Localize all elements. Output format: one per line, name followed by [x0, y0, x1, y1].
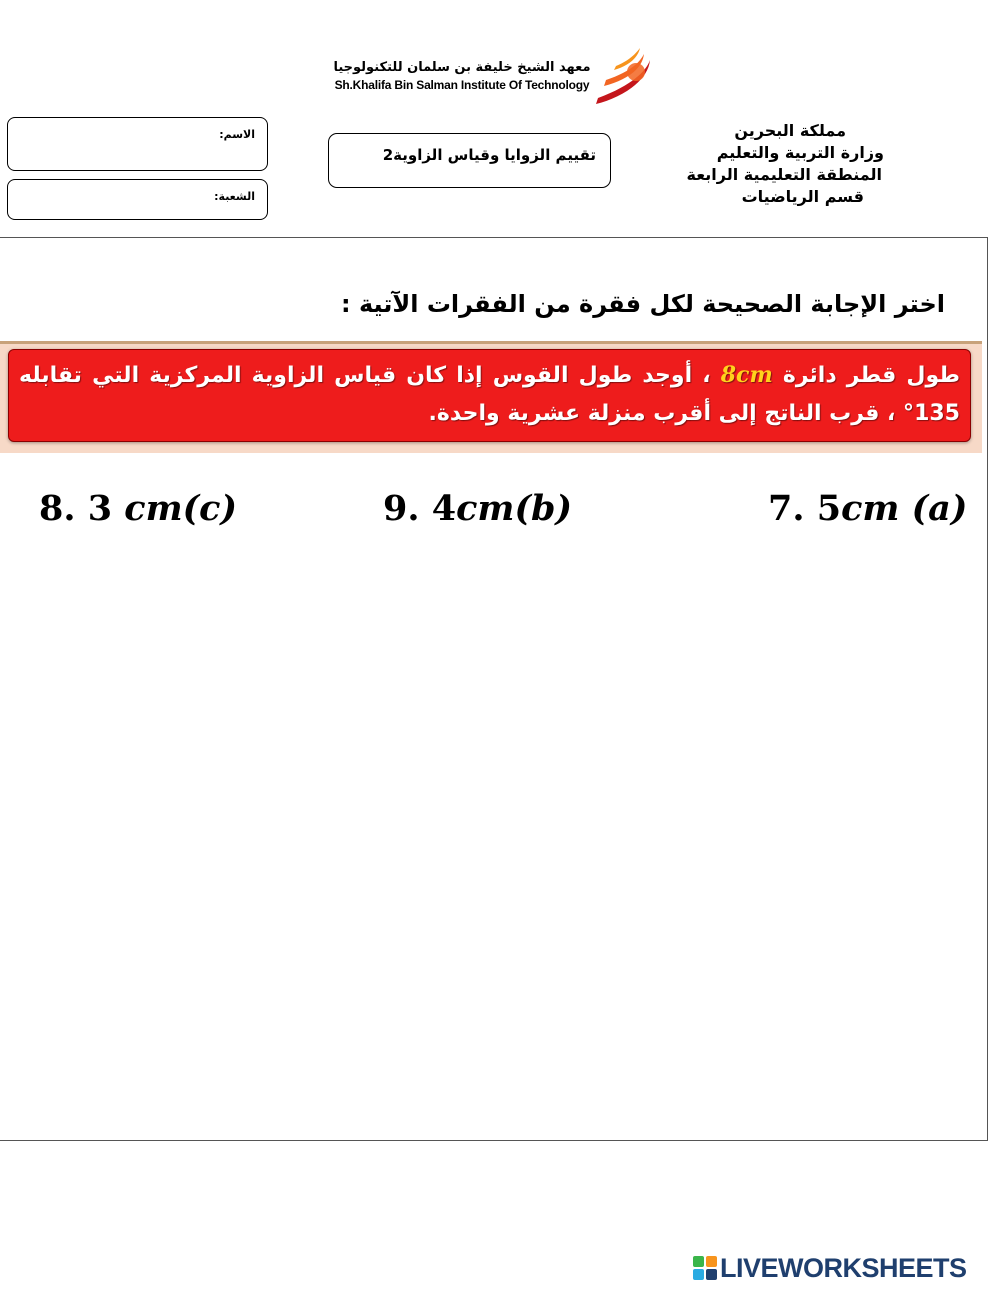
option-a[interactable]	[768, 488, 967, 529]
question-text-part2: ، أوجد طول القوس إذا كان قياس الزاوية المركزية التي تقابله 135° ، قرب الناتج إلى أقرب منزلة عشرية واحدة.	[19, 363, 960, 426]
section-label: الشعبة:	[214, 190, 255, 203]
option-c-unit: cm	[124, 488, 183, 529]
logo-english-name: Sh.Khalifa Bin Salman Institute Of Technology	[334, 78, 590, 92]
logo-arabic-name: معهد الشيخ خليفة بن سلمان للتكنولوجيا	[333, 60, 591, 75]
option-c-number: 8. 3	[39, 488, 113, 529]
ministry-header	[660, 120, 910, 208]
ministry-line-ministry: وزارة التربية والتعليم	[716, 143, 884, 162]
liveworksheets-logo-icon	[693, 1256, 717, 1280]
option-a-letter: (a)	[911, 488, 968, 529]
name-label: الاسم:	[219, 128, 255, 141]
ministry-line-department: قسم الرياضيات	[741, 187, 864, 206]
logo-swoosh-icon	[590, 42, 662, 114]
question-text-part1: طول قطر دائرة	[772, 363, 960, 388]
worksheet-title: تقييم الزوايا وقياس الزاوية2	[382, 146, 596, 164]
worksheet-title-box	[328, 133, 611, 188]
question-banner	[8, 349, 971, 442]
option-c[interactable]	[39, 488, 237, 529]
institute-logo	[322, 42, 662, 114]
option-c-letter: (c)	[182, 488, 238, 529]
question-diameter-highlight: 8cm	[720, 362, 773, 388]
question-banner-divider	[0, 341, 982, 344]
ministry-line-region: المنطقة التعليمية الرابعة	[686, 165, 882, 184]
ministry-line-kingdom: مملكة البحرين	[734, 121, 846, 140]
option-b-letter: (b)	[514, 488, 573, 529]
liveworksheets-wordmark: LIVEWORKSHEETS	[720, 1252, 967, 1283]
option-b-unit: cm	[456, 488, 515, 529]
option-b[interactable]	[383, 488, 572, 529]
option-a-unit: cm	[841, 488, 900, 529]
student-name-field[interactable]	[7, 117, 268, 171]
option-a-number: 7. 5	[768, 488, 842, 529]
option-b-number: 9. 4	[383, 488, 457, 529]
liveworksheets-brand[interactable]	[693, 1252, 967, 1284]
instruction-text: اختر الإجابة الصحيحة لكل فقرة من الفقرات الآتية :	[341, 290, 945, 318]
student-section-field[interactable]	[7, 179, 268, 220]
